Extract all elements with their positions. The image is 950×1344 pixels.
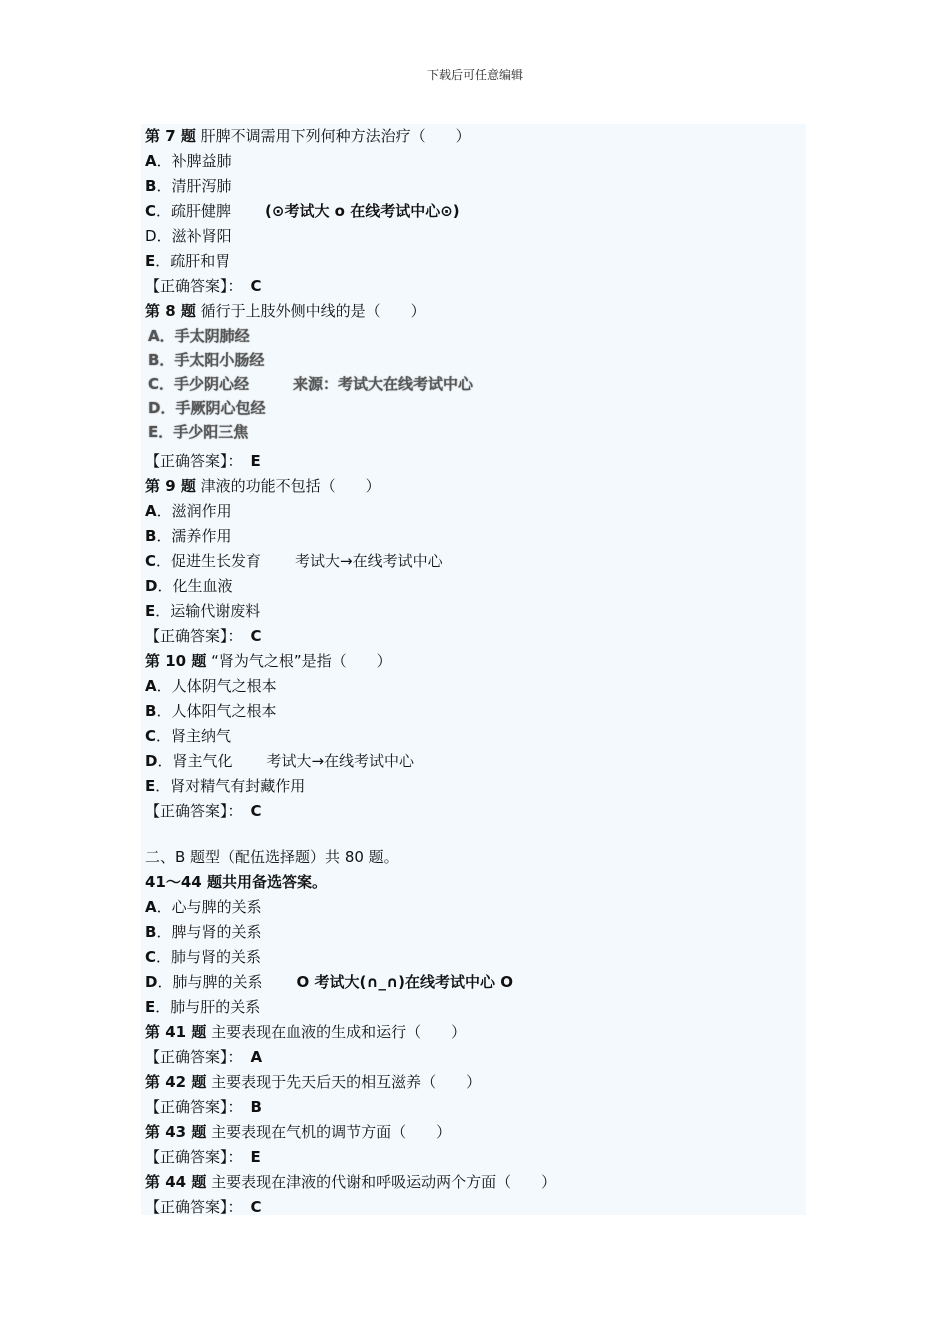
question-10 <box>145 649 805 674</box>
option-text: ．滋润作用 <box>156 502 232 520</box>
answer-line <box>145 1195 805 1220</box>
option-letter: A <box>145 152 157 170</box>
option-text: ．疏肝健脾 <box>156 202 232 220</box>
option-letter: A <box>145 677 157 695</box>
option-text: ．化生血液 <box>157 577 233 595</box>
answer-line <box>145 1095 805 1120</box>
answer-label: 【正确答案】： <box>145 1198 243 1216</box>
question-text: “肾为气之根”是指（ ） <box>206 652 392 670</box>
answer-label: 【正确答案】： <box>145 277 243 295</box>
option-a <box>145 149 805 174</box>
answer-label: 【正确答案】： <box>145 1098 243 1116</box>
option-text: ．肾主纳气 <box>156 727 232 745</box>
option-text: ．滋补肾阳 <box>156 227 232 245</box>
option-letter: C <box>145 948 157 966</box>
question-number: 第 10 题 <box>145 652 207 670</box>
option-a <box>145 895 805 920</box>
option-letter: C <box>145 552 157 570</box>
option-text: ．促进生长发育 <box>156 552 262 570</box>
option-letter: C <box>145 202 157 220</box>
question-44 <box>145 1170 805 1195</box>
option-text: ．肾对精气有封藏作用 <box>155 777 306 795</box>
question-number: 第 41 题 <box>145 1023 207 1041</box>
answer-label: 【正确答案】： <box>145 452 243 470</box>
option-text: ．运输代谢废料 <box>155 602 261 620</box>
question-number: 第 8 题 <box>145 302 196 320</box>
option-letter: A <box>145 898 157 916</box>
option-b: B．手太阳小肠经 <box>148 351 265 369</box>
question-text: 循行于上肢外侧中线的是（ ） <box>195 302 426 320</box>
option-letter: D <box>145 973 158 991</box>
blurred-options <box>148 324 805 444</box>
answer-label: 【正确答案】： <box>145 627 243 645</box>
answer-value: E <box>250 1148 261 1166</box>
page-header: 下载后可任意编辑 <box>426 68 523 82</box>
option-text: ．人体阴气之根本 <box>156 677 277 695</box>
option-b <box>145 699 805 724</box>
option-letter: B <box>145 702 157 720</box>
question-9 <box>145 474 805 499</box>
option-text: ．清肝泻肺 <box>156 177 232 195</box>
option-text: C．手少阴心经 <box>148 375 250 393</box>
watermark-text: 来源：考试大在线考试中心 <box>293 375 474 393</box>
answer-label: 【正确答案】： <box>145 1048 243 1066</box>
option-c <box>145 549 805 574</box>
answer-line <box>145 799 805 824</box>
answer-line <box>145 1045 805 1070</box>
option-b <box>145 920 805 945</box>
option-letter: D <box>145 227 157 245</box>
question-number: 第 7 题 <box>145 127 196 145</box>
option-letter: E <box>145 998 156 1016</box>
question-8 <box>145 299 805 324</box>
question-number: 第 9 题 <box>145 477 196 495</box>
option-letter: B <box>145 177 157 195</box>
question-number: 第 42 题 <box>145 1073 207 1091</box>
answer-value: C <box>250 1198 262 1216</box>
option-text: ．濡养作用 <box>156 527 232 545</box>
watermark-text: O 考试大(∩_∩)在线考试中心 O <box>296 973 513 991</box>
answer-value: C <box>250 627 262 645</box>
question-text: 肝脾不调需用下列何种方法治疗（ ） <box>195 127 471 145</box>
option-text: ．肺与脾的关系 <box>157 973 263 991</box>
option-a <box>145 674 805 699</box>
option-d <box>145 970 805 995</box>
option-d <box>145 574 805 599</box>
option-letter: A <box>145 502 157 520</box>
question-43 <box>145 1120 805 1145</box>
option-letter: E <box>145 777 156 795</box>
option-text: ．人体阳气之根本 <box>156 702 277 720</box>
option-d: D．手厥阴心包经 <box>148 399 266 417</box>
option-text: ．肾主气化 <box>157 752 233 770</box>
question-42 <box>145 1070 805 1095</box>
group-range: 41～44 <box>145 873 202 891</box>
option-d <box>145 749 805 774</box>
option-text: ．肺与肝的关系 <box>155 998 261 1016</box>
option-e <box>145 774 805 799</box>
answer-label: 【正确答案】： <box>145 802 243 820</box>
option-letter: B <box>145 923 157 941</box>
option-letter: C <box>145 727 157 745</box>
option-letter: E <box>145 602 156 620</box>
option-e: E．手少阳三焦 <box>148 423 249 441</box>
option-a: A．手太阴肺经 <box>148 327 250 345</box>
question-41 <box>145 1020 805 1045</box>
option-c <box>148 372 805 396</box>
answer-line <box>145 274 805 299</box>
answer-label: 【正确答案】： <box>145 1148 243 1166</box>
question-7 <box>145 124 805 149</box>
answer-line <box>145 449 805 474</box>
answer-line <box>145 1145 805 1170</box>
answer-value: A <box>250 1048 263 1066</box>
option-c <box>145 724 805 749</box>
group-text: 题共用备选答案。 <box>201 873 327 891</box>
question-number: 第 43 题 <box>145 1123 207 1141</box>
question-number: 第 44 题 <box>145 1173 207 1191</box>
option-e <box>145 599 805 624</box>
option-text: ．肺与肾的关系 <box>156 948 262 966</box>
option-b <box>145 174 805 199</box>
question-text: 主要表现在血液的生成和运行（ ） <box>206 1023 467 1041</box>
option-text: ．心与脾的关系 <box>156 898 262 916</box>
question-text: 津液的功能不包括（ ） <box>195 477 381 495</box>
answer-line <box>145 624 805 649</box>
group-heading <box>145 870 805 895</box>
option-text: ．补脾益肺 <box>156 152 232 170</box>
option-c <box>145 945 805 970</box>
question-text: 主要表现于先天后天的相互滋养（ ） <box>206 1073 482 1091</box>
option-text: ．脾与肾的关系 <box>156 923 262 941</box>
answer-value: B <box>250 1098 262 1116</box>
option-letter: D <box>145 577 158 595</box>
answer-value: C <box>250 277 262 295</box>
section-title: 二、B 题型（配伍选择题）共 80 题。 <box>145 848 399 866</box>
option-e <box>145 249 805 274</box>
option-d <box>145 224 805 249</box>
option-e <box>145 995 805 1020</box>
question-text: 主要表现在津液的代谢和呼吸运动两个方面（ ） <box>206 1173 557 1191</box>
document-content <box>145 124 805 1220</box>
option-letter: B <box>145 527 157 545</box>
answer-value: E <box>250 452 261 470</box>
option-c <box>145 199 805 224</box>
answer-value: C <box>250 802 262 820</box>
spacer <box>145 824 805 845</box>
option-a <box>145 499 805 524</box>
option-b <box>145 524 805 549</box>
question-text: 主要表现在气机的调节方面（ ） <box>206 1123 452 1141</box>
option-letter: E <box>145 252 156 270</box>
option-text: ．疏肝和胃 <box>155 252 231 270</box>
watermark-text: 考试大→在线考试中心 <box>295 552 443 570</box>
watermark-text: 考试大→在线考试中心 <box>266 752 415 770</box>
option-letter: D <box>145 752 158 770</box>
watermark-text: (⊙考试大 o 在线考试中心⊙) <box>265 202 460 220</box>
